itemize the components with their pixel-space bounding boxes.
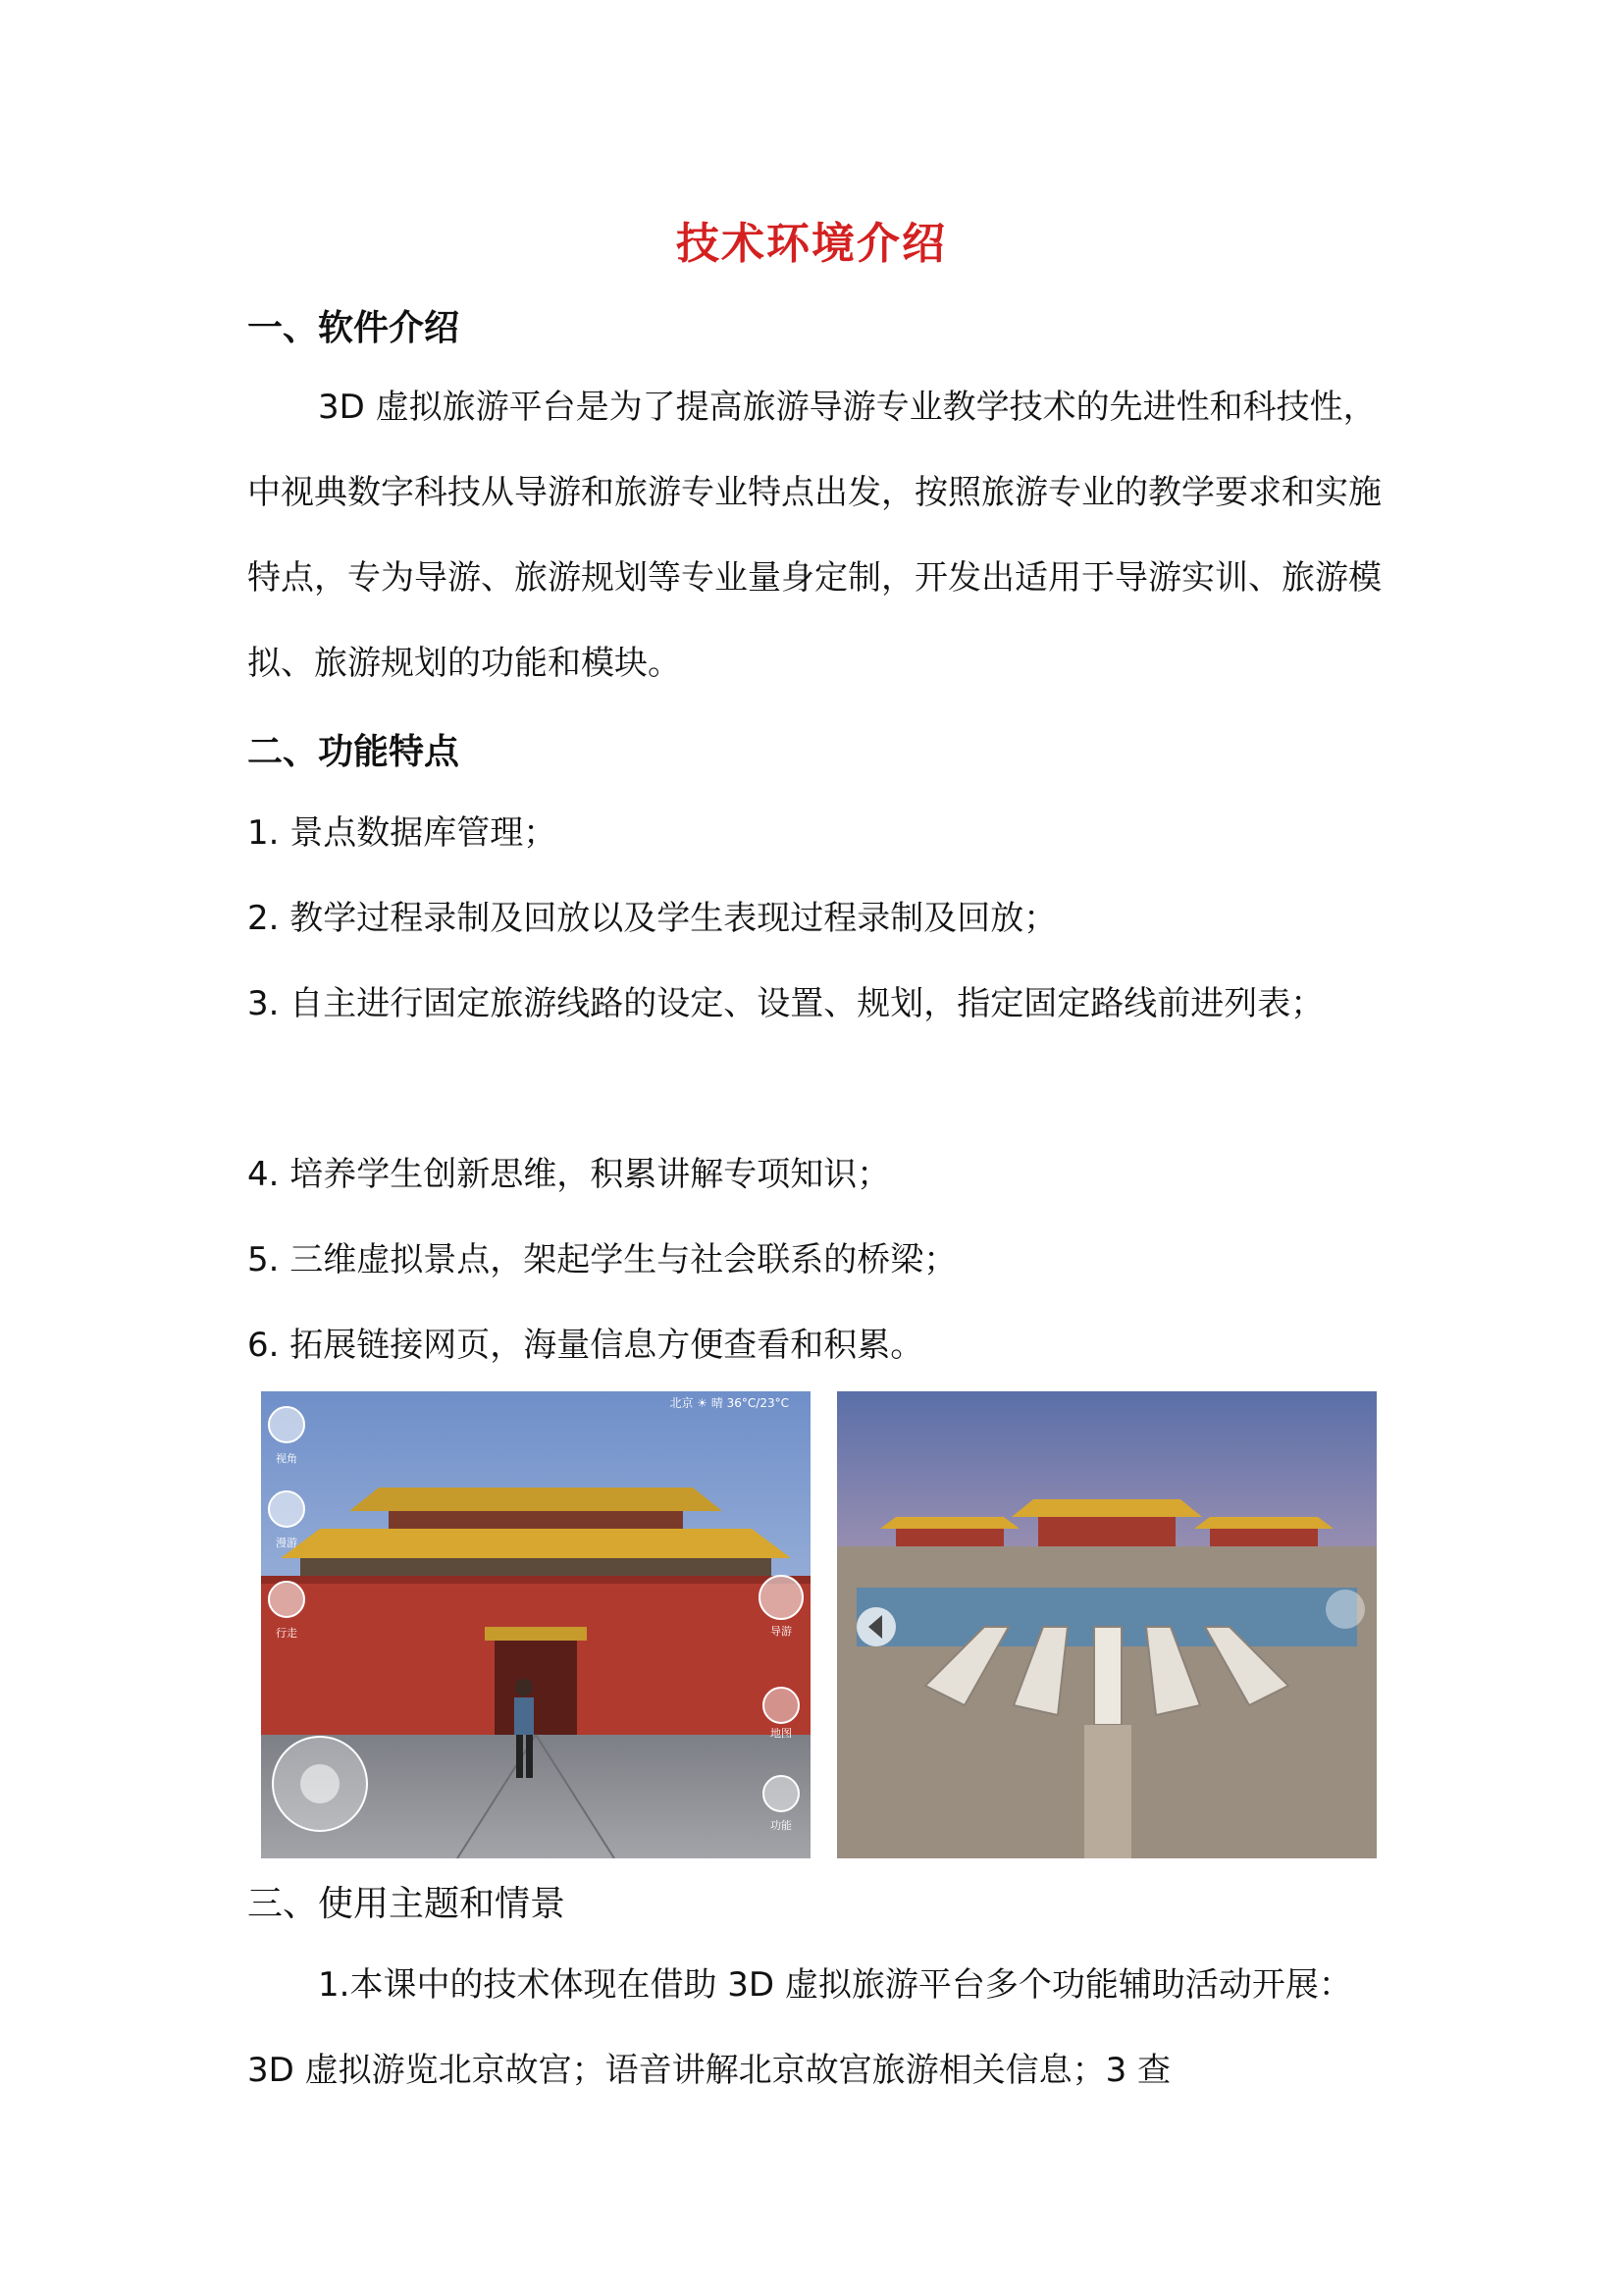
section-heading-features: 二、功能特点: [247, 731, 460, 772]
right-button-label: 地图: [770, 1727, 792, 1740]
next-arrow-icon: [1326, 1590, 1365, 1629]
page-title: 技术环境介绍: [676, 219, 947, 269]
feature-item: 1. 景点数据库管理；: [247, 813, 557, 853]
feature-item: 3. 自主进行固定旅游线路的设定、设置、规划，指定固定路线前进列表；: [247, 984, 1325, 1023]
feature-item: 6. 拓展链接网页，海量信息方便查看和积累。: [247, 1326, 924, 1365]
walk-button-icon: [269, 1582, 304, 1617]
section-heading-software: 一、软件介绍: [247, 307, 460, 348]
left-button-label: 视角: [276, 1452, 297, 1465]
virtual-tour-screenshot-bridges: [837, 1391, 1377, 1858]
weather-status: 北京 ☀ 晴 36°C/23°C: [669, 1396, 789, 1410]
map-button-icon: [763, 1688, 799, 1723]
left-button-label: 行走: [276, 1627, 297, 1640]
right-button-label: 导游: [770, 1625, 792, 1638]
view-button-icon: [269, 1407, 304, 1442]
feature-item: 2. 教学过程录制及回放以及学生表现过程录制及回放；: [247, 899, 1058, 938]
section-heading-usage: 三、使用主题和情景: [247, 1884, 566, 1924]
software-intro-paragraph: 3D 虚拟旅游平台是为了提高旅游导游专业教学技术的先进性和科技性，中视典数字科技从导游和旅游专业特点出发，按照旅游专业的教学要求和实施特点，专为导游、旅游规划等专业量身定制，开发出适用于导游实训、旅游模拟、旅游规划的功能和模块。: [247, 388, 1382, 683]
guide-button-icon: [759, 1576, 803, 1619]
feature-item: 4. 培养学生创新思维，积累讲解专项知识；: [247, 1155, 891, 1194]
left-button-label: 漫游: [276, 1537, 297, 1549]
function-button-icon: [763, 1776, 799, 1811]
feature-item: 5. 三维虚拟景点，架起学生与社会联系的桥梁；: [247, 1240, 958, 1279]
right-button-label: 功能: [770, 1819, 792, 1832]
usage-paragraph: 1.本课中的技术体现在借助 3D 虚拟旅游平台多个功能辅助活动开展：3D 虚拟游览北京故宫；语音讲解北京故宫旅游相关信息；3 查: [247, 1965, 1352, 2090]
roam-button-icon: [269, 1491, 304, 1527]
virtual-tour-screenshot-gate: [261, 1391, 811, 1858]
